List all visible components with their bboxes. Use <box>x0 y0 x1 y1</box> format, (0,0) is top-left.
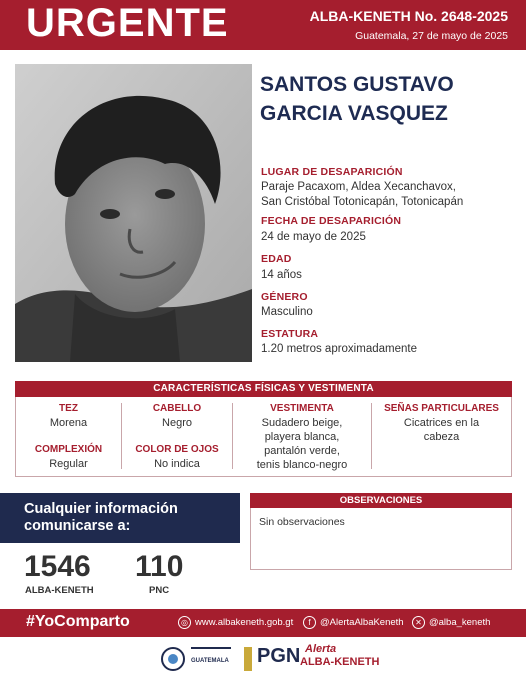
estatura-label: ESTATURA <box>261 328 319 340</box>
genero-value: Masculino <box>261 306 313 318</box>
complexion-value: Regular <box>49 458 88 470</box>
guatemala-logo-text: GUATEMALA <box>191 658 229 664</box>
alert-code: ALBA-KENETH No. 2648-2025 <box>309 8 508 24</box>
hashtag[interactable]: #YoComparto <box>26 613 130 630</box>
contact-banner <box>0 493 240 543</box>
contact-line-1: Cualquier información <box>24 501 178 517</box>
urgent-title: URGENTE <box>26 1 229 45</box>
senas-line: cabeza <box>423 431 460 443</box>
pgn-logo: PGN <box>257 645 301 667</box>
cabello-label: CABELLO <box>152 403 202 414</box>
alerta-logo-2: ALBA-KENETH <box>300 656 380 668</box>
lugar-value-line-1: Paraje Pacaxom, Aldea Xecanchavox, <box>261 181 456 193</box>
footer-bar <box>0 609 526 637</box>
senas-line: Cicatrices en la <box>403 417 480 429</box>
observations-title: OBSERVACIONES <box>250 493 512 508</box>
pgn-emblem-icon <box>240 645 256 673</box>
website-text: www.albakeneth.gob.gt <box>195 617 294 628</box>
twitter-text: @alba_keneth <box>429 617 491 628</box>
name-line-2: GARCIA VASQUEZ <box>260 102 448 125</box>
cabello-value: Negro <box>162 417 192 429</box>
phone-alba-keneth-label: ALBA-KENETH <box>25 585 94 596</box>
vestimenta-line: pantalón verde, <box>264 445 340 457</box>
col-senas <box>372 397 511 475</box>
characteristics-title: CARACTERÍSTICAS FÍSICAS Y VESTIMENTA <box>15 381 512 397</box>
alert-date: Guatemala, 27 de mayo de 2025 <box>355 30 508 42</box>
phone-alba-keneth[interactable]: 1546 <box>24 550 91 583</box>
facebook-text: @AlertaAlbaKeneth <box>320 617 404 628</box>
edad-value: 14 años <box>261 269 302 281</box>
complexion-label: COMPLEXIÓN <box>34 444 103 455</box>
vestimenta-line: playera blanca, <box>264 431 340 443</box>
coat-of-arms-icon <box>160 646 186 672</box>
lugar-value-line-2: San Cristóbal Totonicapán, Totonicapán <box>261 196 464 208</box>
observations-text: Sin observaciones <box>259 516 345 528</box>
ojos-value: No indica <box>154 458 200 470</box>
contact-text <box>24 501 178 535</box>
lugar-value <box>261 180 523 210</box>
characteristics-box <box>15 397 512 477</box>
x-icon: ✕ <box>412 616 425 629</box>
facebook-link[interactable] <box>303 616 404 629</box>
lugar-label: LUGAR DE DESAPARICIÓN <box>261 166 403 178</box>
genero-label: GÉNERO <box>261 291 308 303</box>
contact-line-2: comunicarse a: <box>24 518 131 534</box>
edad-label: EDAD <box>261 253 292 265</box>
tez-label: TEZ <box>59 403 78 414</box>
name-line-1: SANTOS GUSTAVO <box>260 73 454 96</box>
facebook-icon: f <box>303 616 316 629</box>
logo-strip <box>0 637 526 680</box>
senas-label: SEÑAS PARTICULARES <box>384 403 499 414</box>
col-vestimenta <box>233 397 371 475</box>
col-tez-complexion <box>16 397 121 475</box>
fecha-label: FECHA DE DESAPARICIÓN <box>261 215 402 227</box>
vestimenta-label: VESTIMENTA <box>270 403 334 414</box>
globe-icon: ◎ <box>178 616 191 629</box>
col-cabello-ojos <box>122 397 232 475</box>
header-bar <box>0 0 526 50</box>
tez-value: Morena <box>49 417 88 429</box>
observations-box <box>250 508 512 570</box>
estatura-value: 1.20 metros aproximadamente <box>261 343 417 355</box>
portrait-image <box>15 64 252 362</box>
guatemala-logo-line <box>191 647 231 649</box>
fecha-value: 24 de mayo de 2025 <box>261 231 366 243</box>
alerta-logo-1: Alerta <box>305 643 337 655</box>
phone-pnc[interactable]: 110 <box>135 550 184 583</box>
website-link[interactable] <box>178 616 293 629</box>
person-name <box>260 70 522 128</box>
person-photo <box>15 64 252 362</box>
vestimenta-line: tenis blanco-negro <box>256 459 348 471</box>
phone-pnc-label: PNC <box>149 585 170 596</box>
twitter-link[interactable] <box>412 616 490 629</box>
ojos-label: COLOR DE OJOS <box>135 444 219 455</box>
vestimenta-line: Sudadero beige, <box>261 417 343 429</box>
